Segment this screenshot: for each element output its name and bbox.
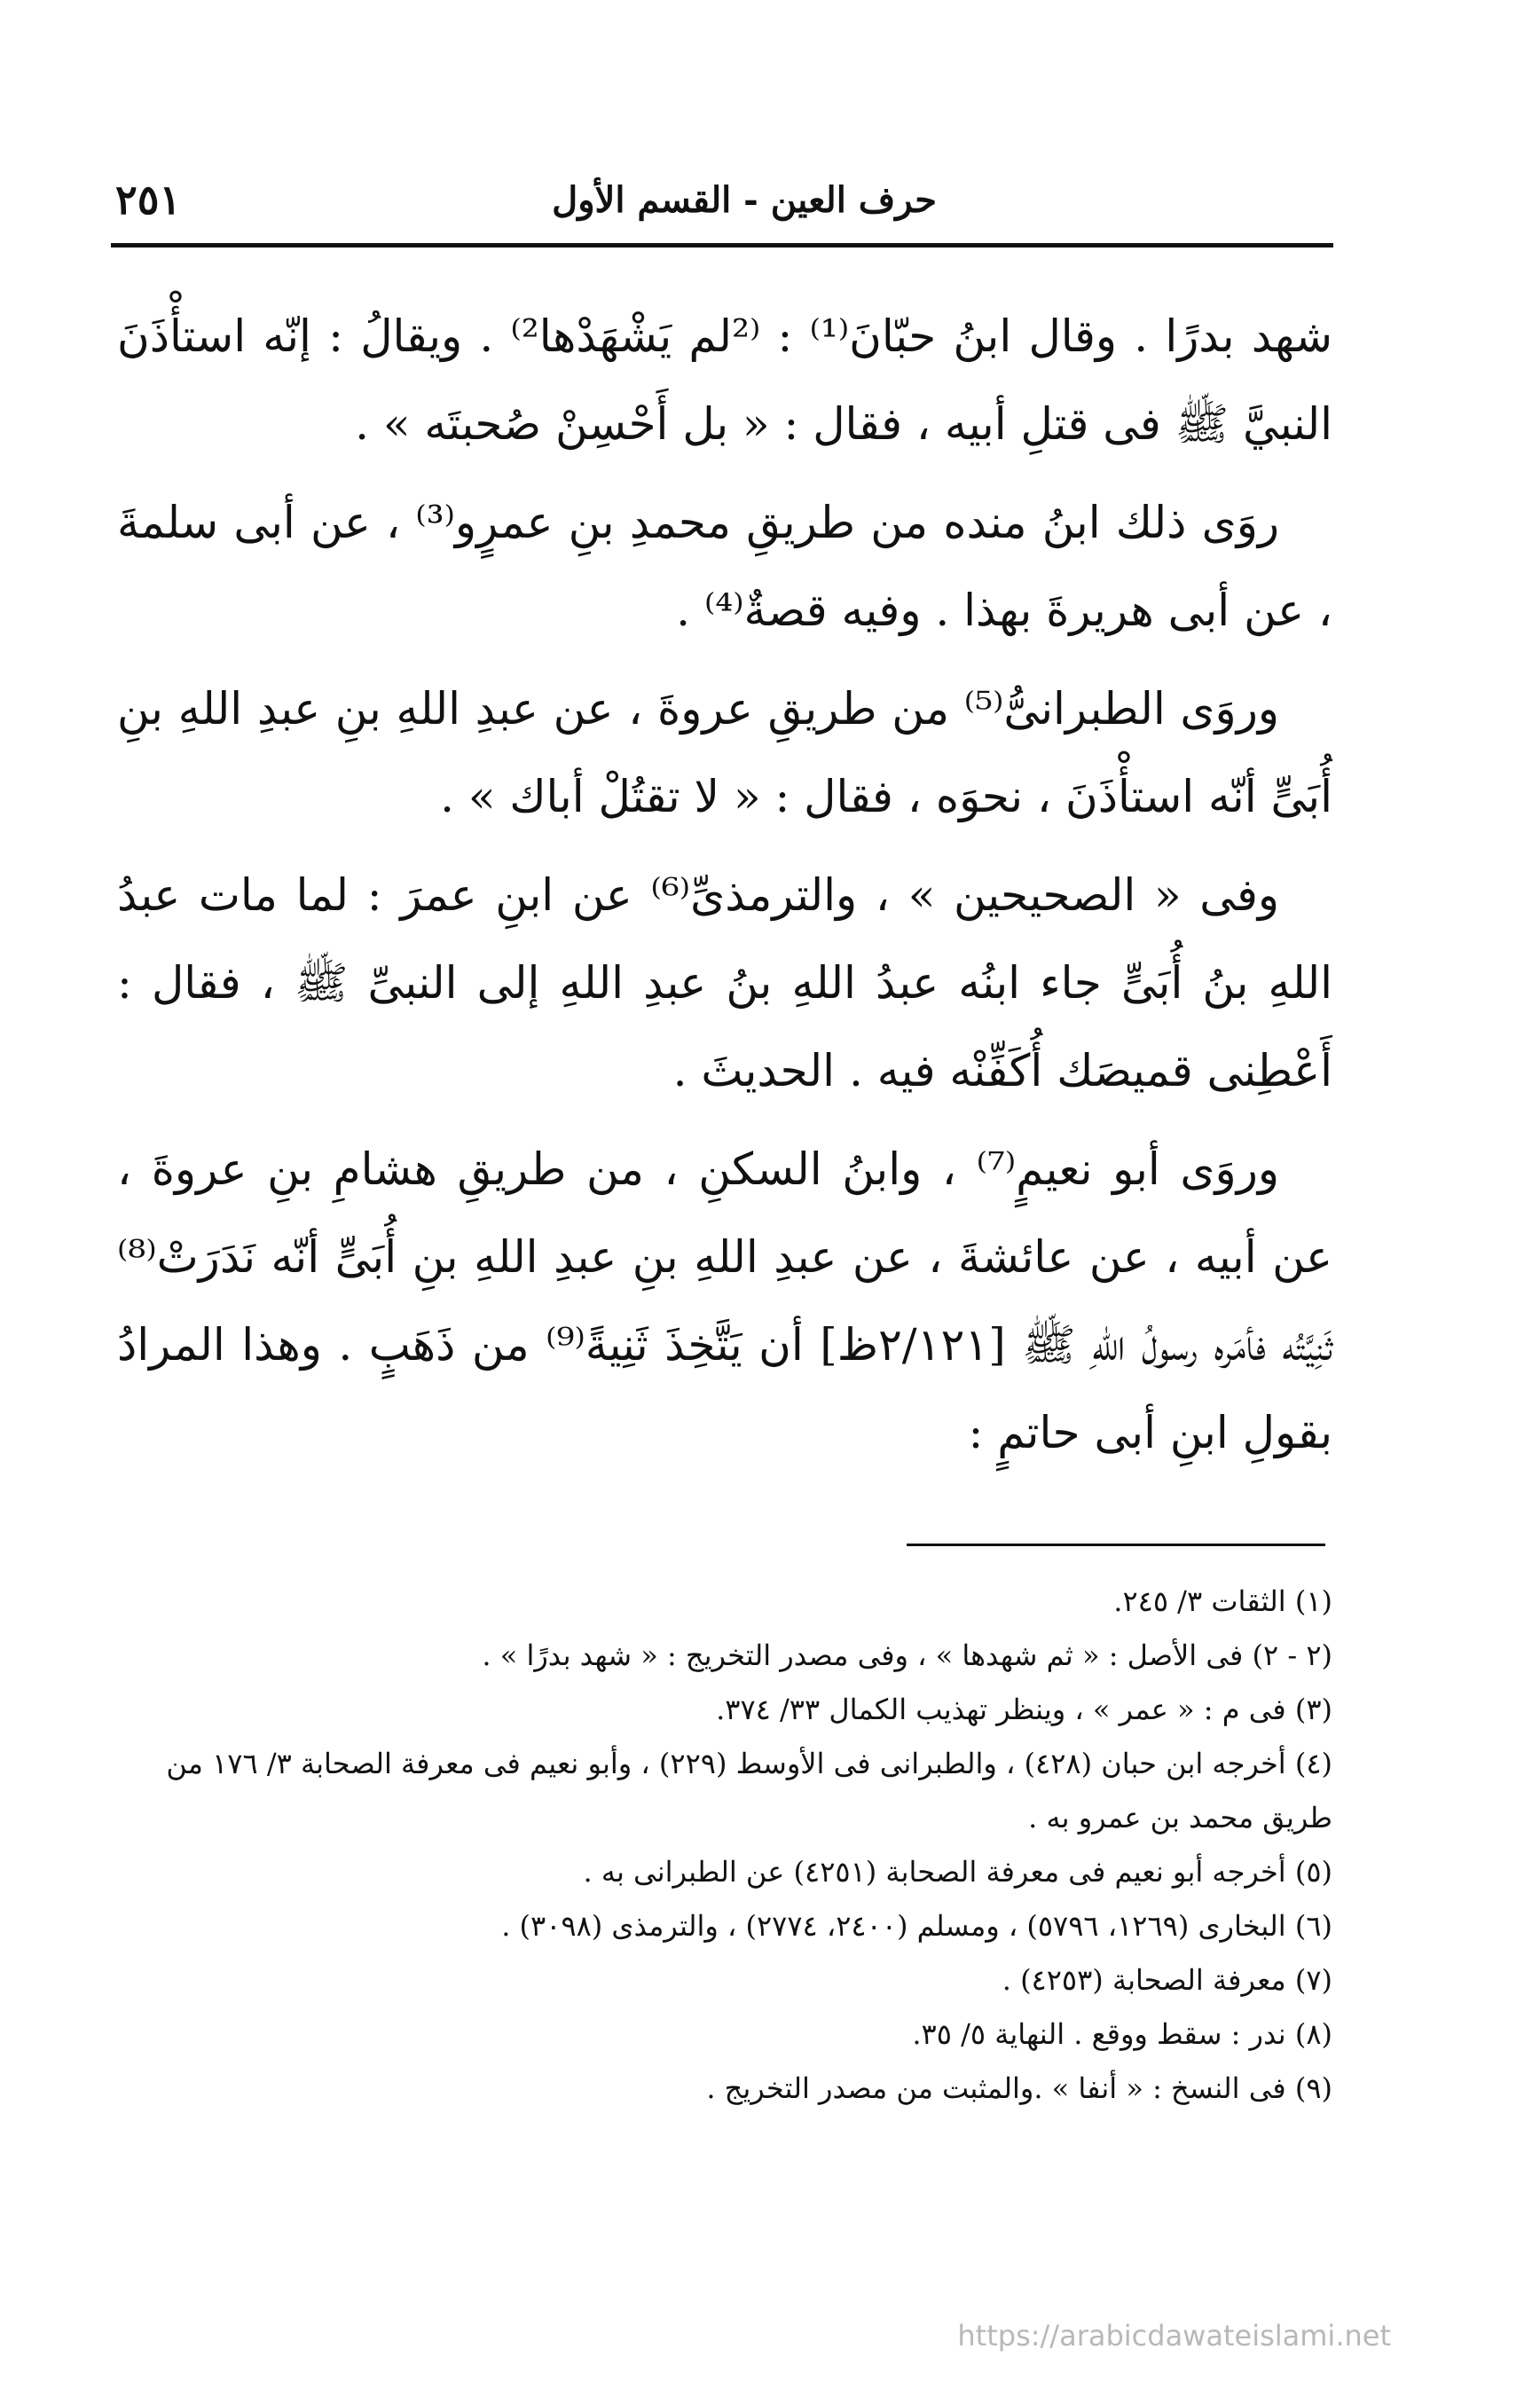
footnote: (١) الثقات ٣/ ٢٤٥.	[1113, 1584, 1332, 1618]
paragraph: شهد بدرًا . وقال ابنُ حبّانَ⁽¹⁾ : ⁽²لم يَشْهَدْها²⁾ . ويقالُ : إنّه استأْذَنَ النبيَّ ﷺ فى قتلِ أبيه ، فقال : « بل أَحْسِنْ صُحبتَه » .	[117, 310, 1332, 450]
footnote: (٥) أخرجه أبو نعيم فى معرفة الصحابة (٤٢٥١) عن الطبرانى به .	[583, 1855, 1332, 1889]
running-title: حرف العين - القسم الأول	[552, 179, 937, 221]
page-number: ٢٥١	[115, 176, 182, 224]
main-text	[117, 293, 1332, 1488]
footnote: (٣) فى م : « عمر » ، وينظر تهذيب الكمال ٣٣/ ٣٧٤.	[716, 1693, 1332, 1726]
footnote: (٦) البخارى (١٢٦٩، ٥٧٩٦) ، ومسلم (٢٤٠٠، ٢٧٧٤) ، والترمذى (٣٠٩٨) .	[501, 1909, 1332, 1943]
footnote: (٧) معرفة الصحابة (٤٢٥٣) .	[1002, 1963, 1332, 1997]
footnote: (٢ - ٢) فى الأصل : « ثم شهدها » ، وفى مصدر التخريج : « شهد بدرًا » .	[482, 1638, 1332, 1672]
watermark-url: https://arabicdawateislami.net	[957, 2319, 1391, 2353]
footnote: (٤) أخرجه ابن حبان (٤٢٨) ، والطبرانى فى الأوسط (٢٢٩) ، وأبو نعيم فى معرفة الصحابة ٣/ ١٧٦ من طريق محمد بن عمرو به .	[166, 1747, 1332, 1834]
paragraph: وفى « الصحيحين » ، والترمذىِّ⁽⁶⁾ عن ابنِ عمرَ : لما مات عبدُ اللهِ بنُ أُبَىٍّ جاء ابنُه عبدُ اللهِ بنُ عبدِ اللهِ إلى النبىِّ ﷺ ، فقال : أَعْطِنى قميصَك أُكَفِّنْه فيه . الحديثَ .	[117, 869, 1332, 1096]
footnote-separator	[907, 1544, 1325, 1546]
footnote: (٩) فى النسخ : « أنفا » .والمثبت من مصدر التخريج .	[706, 2071, 1332, 2105]
paragraph: وروَى الطبرانىُّ⁽⁵⁾ من طريقِ عروةَ ، عن عبدِ اللهِ بنِ عبدِ اللهِ بنِ أُبَىٍّ أنّه استأْذَنَ ، نحوَه ، فقال : « لا تقتُلْ أباك » .	[117, 683, 1332, 822]
footnote: (٨) ندر : سقط ووقع . النهاية ٥/ ٣٥.	[912, 2017, 1332, 2051]
paragraph: وروَى أبو نعيمٍ⁽⁷⁾ ، وابنُ السكنِ ، من طريقِ هشامِ بنِ عروةَ ، عن أبيه ، عن عائشةَ ، عن عبدِ اللهِ بنِ عبدِ اللهِ بنِ أُبَىٍّ أنّه نَدَرَتْ⁽⁸⁾ ثَنِيَّتُه فأمَره رسولُ اللهِ ﷺ [٢/١٢١ظ] أن يَتَّخِذَ ثَنِيةً⁽⁹⁾ من ذَهَبٍ . وهذا المرادُ بقولِ ابنِ أبى حاتمٍ :	[117, 1143, 1332, 1458]
footnotes	[117, 1575, 1332, 2116]
paragraph: روَى ذلك ابنُ منده من طريقِ محمدِ بنِ عمرٍو⁽³⁾ ، عن أبى سلمةَ ، عن أبى هريرةَ بهذا . وفيه قصةٌ⁽⁴⁾ .	[117, 497, 1332, 636]
header-rule	[111, 243, 1333, 247]
page-header	[106, 174, 1336, 245]
